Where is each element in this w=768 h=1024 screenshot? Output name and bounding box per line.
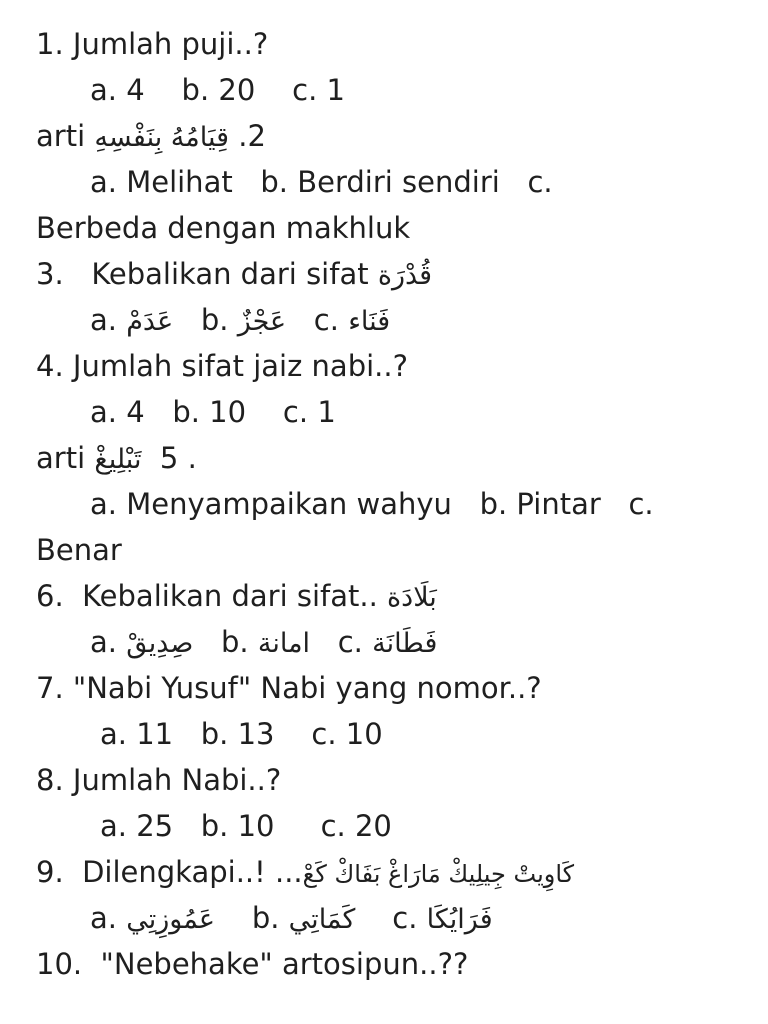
option-b-arabic: عَجْزٌ — [237, 306, 287, 337]
question-5-options-cont — [36, 527, 768, 573]
question-4-options-text: a. 4 b. 10 c. 1 — [90, 395, 336, 429]
question-6-options — [90, 619, 768, 665]
question-2-options-text: a. Melihat b. Berdiri sendiri c. — [90, 165, 553, 199]
option-a-label: a. — [90, 303, 127, 337]
question-3-prefix: 3. Kebalikan dari sifat — [36, 257, 378, 291]
question-2-options-cont-text: Berbeda dengan makhluk — [36, 211, 411, 245]
question-8 — [36, 757, 768, 803]
option-b-label: b. — [214, 901, 289, 935]
question-5-number: 5 . — [141, 441, 197, 475]
question-3-arabic: قُدْرَة — [377, 260, 433, 291]
question-9-prefix: 9. Dilengkapi..! ... — [36, 855, 303, 889]
option-a-arabic: عَمُوزِتِي — [126, 904, 215, 935]
question-2-prefix: arti — [36, 119, 95, 153]
question-10 — [36, 941, 768, 987]
option-b-arabic: امانة — [257, 628, 311, 659]
question-9-arabic: كَاوِيتْ جِيلِيكْ مَارَاغْ بَفَاكْ كَعْ — [302, 860, 575, 888]
question-2-options-cont — [36, 205, 768, 251]
option-a-label: a. — [90, 901, 127, 935]
option-c-arabic: فَطَانَة — [372, 628, 438, 659]
question-8-options — [100, 803, 768, 849]
option-c-label: c. — [355, 901, 427, 935]
question-6-prefix: 6. Kebalikan dari sifat.. — [36, 579, 388, 613]
option-c-arabic: فَرَايُكَا — [426, 904, 493, 935]
option-b-arabic: كَمَاتِي — [288, 904, 356, 935]
question-4-text: 4. Jumlah sifat jaiz nabi..? — [36, 349, 409, 383]
question-1-options-text: a. 4 b. 20 c. 1 — [90, 73, 345, 107]
option-c-label: c. — [286, 303, 349, 337]
option-a-arabic: صِدِيقْ — [126, 628, 194, 659]
question-5 — [36, 435, 768, 481]
question-7-text: 7. "Nabi Yusuf" Nabi yang nomor..? — [36, 671, 542, 705]
question-4 — [36, 343, 768, 389]
question-4-options — [90, 389, 768, 435]
question-6-arabic: بَلَادَة — [387, 582, 437, 613]
question-7-options — [100, 711, 768, 757]
option-b-label: b. — [173, 303, 238, 337]
question-7-options-text: a. 11 b. 13 c. 10 — [100, 717, 383, 751]
question-9-options — [90, 895, 768, 941]
question-5-prefix: arti — [36, 441, 95, 475]
question-2 — [36, 113, 768, 159]
question-7 — [36, 665, 768, 711]
question-9 — [36, 849, 768, 895]
option-a-label: a. — [90, 625, 127, 659]
question-2-options — [90, 159, 768, 205]
question-5-options-text: a. Menyampaikan wahyu b. Pintar c. — [90, 487, 654, 521]
option-c-arabic: فَنَاء — [348, 306, 391, 337]
question-1 — [36, 21, 768, 67]
option-b-label: b. — [193, 625, 258, 659]
question-5-arabic: تَبْلِيغْ — [94, 444, 142, 475]
question-8-options-text: a. 25 b. 10 c. 20 — [100, 809, 392, 843]
question-8-text: 8. Jumlah Nabi..? — [36, 763, 282, 797]
question-2-number: .2 — [229, 119, 266, 153]
option-c-label: c. — [310, 625, 373, 659]
question-6 — [36, 573, 768, 619]
question-10-text: 10. "Nebehake" artosipun..?? — [36, 947, 469, 981]
question-1-options — [90, 67, 768, 113]
question-5-options-cont-text: Benar — [36, 533, 122, 567]
question-3 — [36, 251, 768, 297]
question-1-text: 1. Jumlah puji..? — [36, 27, 269, 61]
question-5-options — [90, 481, 768, 527]
question-2-arabic: قِيَامُهُ بِنَفْسِهِ — [94, 122, 230, 153]
question-3-options — [90, 297, 768, 343]
option-a-arabic: عَدَمْ — [126, 306, 174, 337]
